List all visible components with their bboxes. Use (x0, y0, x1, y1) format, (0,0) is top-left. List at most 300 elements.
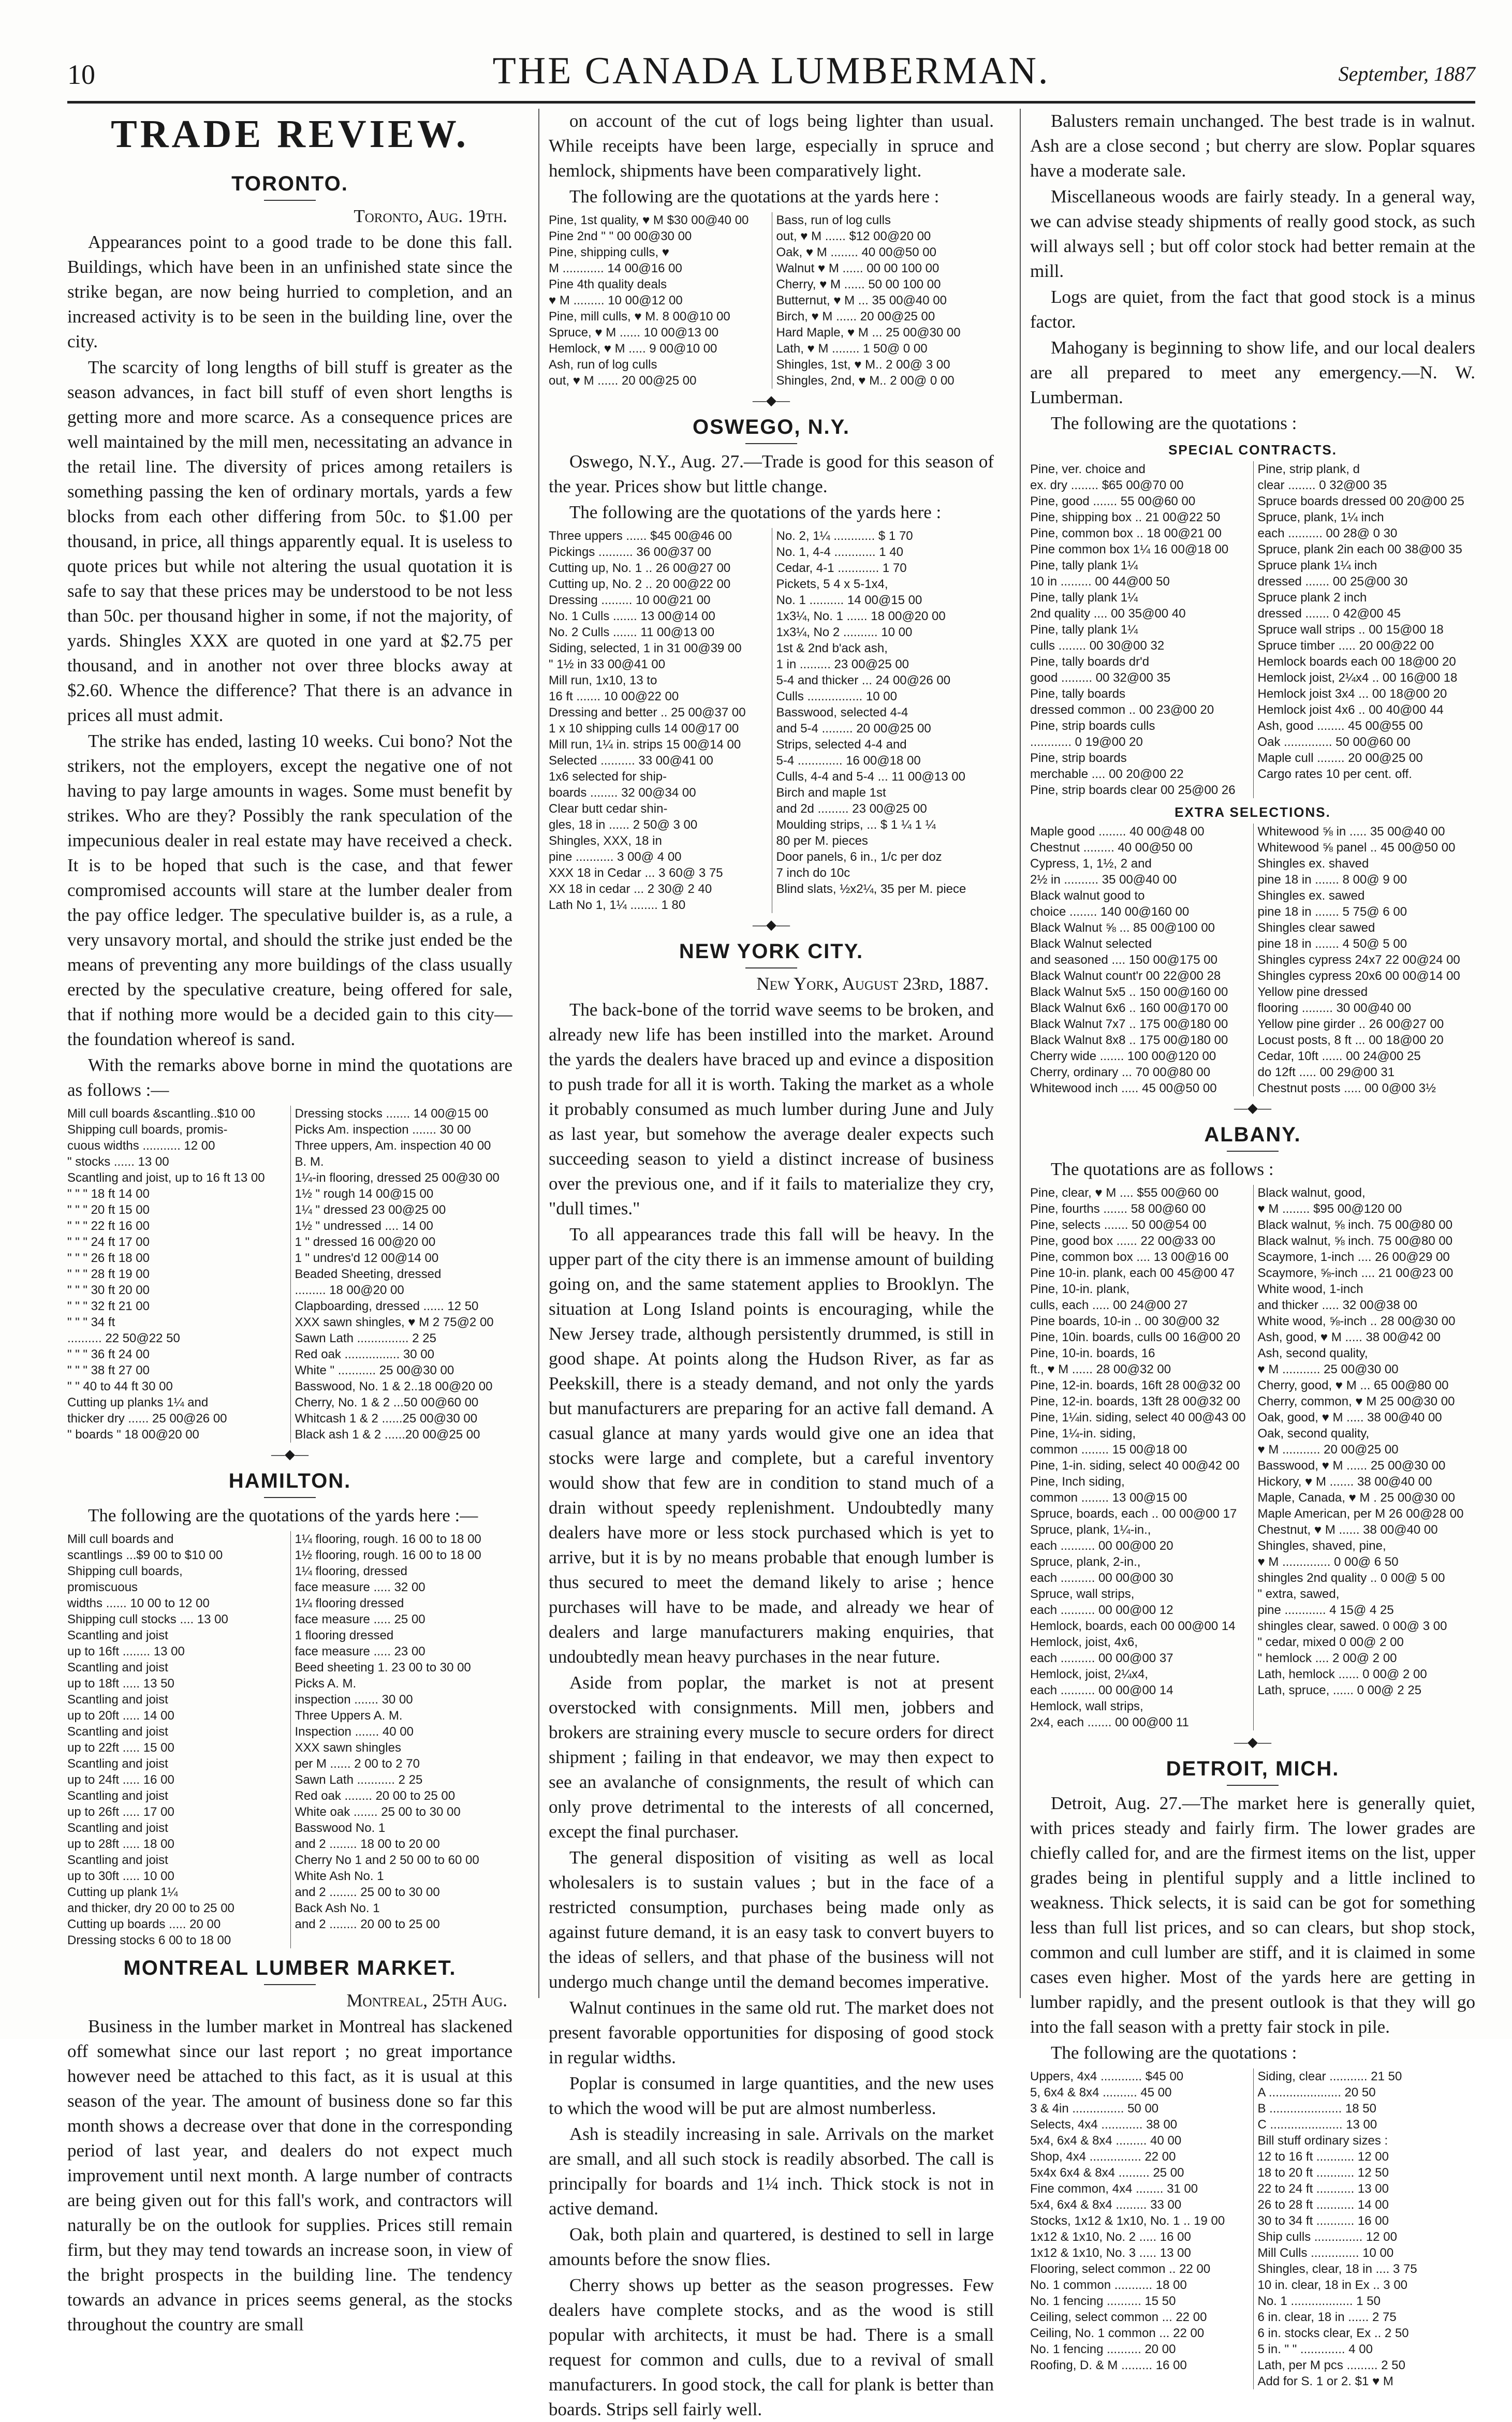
paragraph: Poplar is consumed in large quantities, and the new uses to which the wood will be put are almost numberless. (549, 2073, 994, 2118)
quote-line: Pine, strip boards (1030, 751, 1127, 765)
issue-date: September, 1887 (1338, 62, 1475, 85)
quote-line: " " " 20 ft 15 00 (67, 1203, 150, 1217)
quote-line: White " ........... 25 00@30 00 (295, 1363, 454, 1377)
quote-line: Clear butt cedar shin- (549, 802, 668, 816)
paragraph: Appearances point to a good trade to be done this fall. Buildings, which have been in an unfinished state since the strike began, are now being hurried to completion, and an increased activity is to be seen in the building line, over the city. (67, 232, 512, 351)
column-1 (67, 109, 512, 2335)
quote-line: and 2 ........ 18 00 to 20 00 (295, 1837, 440, 1851)
quote-line: Door panels, 6 in., 1/c per doz (776, 850, 942, 864)
quote-line: No. 2 Culls ....... 11 00@13 00 (549, 625, 715, 639)
divider (745, 967, 797, 968)
quote-line: " 1½ in 33 00@41 00 (549, 657, 666, 671)
quote-line: Spruce, plank, 1¼ inch (1257, 510, 1384, 524)
quote-line: Dressing ......... 10 00@21 00 (549, 593, 711, 607)
quotes-left (549, 212, 767, 389)
quote-line: 5 in. " " ............. 4 00 (1257, 2342, 1373, 2356)
quote-line: Shingles, 1st, ♥ M.. 2 00@ 3 00 (776, 358, 950, 372)
quote-line: Black Walnut count'r 00 22@00 28 (1030, 969, 1221, 983)
quote-line: 5, 6x4 & 8x4 .......... 45 00 (1030, 2086, 1172, 2100)
quote-line: 1x12 & 1x10, No. 3 ..... 13 00 (1030, 2246, 1191, 2260)
quote-line: cuous widths ........... 12 00 (67, 1139, 215, 1153)
quote-line: Black Walnut 7x7 .. 175 00@180 00 (1030, 1017, 1228, 1031)
quote-line: M ............ 14 00@16 00 (549, 261, 682, 275)
quote-line: Shipping cull stocks .... 13 00 (67, 1612, 228, 1626)
quote-line: Spruce plank 2 inch (1257, 591, 1367, 605)
quote-line: No. 1 fencing .......... 20 00 (1030, 2342, 1176, 2356)
quote-line: 1½ " undressed .... 14 00 (295, 1219, 433, 1233)
quote-line: shingles clear, sawed. 0 00@ 3 00 (1257, 1619, 1447, 1633)
quote-line: Siding, clear ........... 21 50 (1257, 2069, 1402, 2083)
quote-line: Maple good ........ 40 00@48 00 (1030, 825, 1205, 839)
quote-line: and 5-4 ......... 20 00@25 00 (776, 722, 931, 736)
quote-line: Spruce, plank 2in each 00 38@00 35 (1257, 542, 1462, 556)
quote-line: 5x4, 6x4 & 8x4 ......... 33 00 (1030, 2198, 1182, 2212)
quote-line: Black walnut, good, (1257, 1186, 1366, 1200)
quote-line: Birch, ♥ M ...... 20 00@25 00 (776, 310, 935, 324)
quote-line: common ........ 13 00@15 00 (1030, 1491, 1187, 1505)
quote-line: Locust posts, 8 ft ... 00 18@00 20 (1257, 1033, 1444, 1047)
paragraph: Mahogany is beginning to show life, and our local dealers are all prepared to meet any emergency.—N. W. Lumberman. (1030, 337, 1475, 407)
quote-line: Scaymore, 1-inch .... 26 00@29 00 (1257, 1250, 1450, 1264)
quote-line: each .......... 00 00@00 20 (1030, 1539, 1173, 1553)
quote-line: 3 & 4in ............... 50 00 (1030, 2102, 1159, 2116)
quote-line: Cutting up planks 1¼ and (67, 1396, 209, 1410)
quote-line: Pickets, 5 4 x 5-1x4, (776, 577, 888, 591)
paragraph: The following are the quotations : (1051, 2043, 1297, 2063)
quotes-left (549, 528, 767, 913)
quote-line: 6 in. clear, 18 in ...... 2 75 (1257, 2310, 1397, 2324)
ornament: —◆— (753, 393, 790, 408)
quote-line: Pine, 12-in. boards, 16ft 28 00@32 00 (1030, 1378, 1240, 1392)
quote-line: good ......... 00 32@00 35 (1030, 671, 1171, 685)
quote-line: and seasoned .... 150 00@175 00 (1030, 953, 1217, 967)
quote-line: Hemlock boards each 00 18@00 20 (1257, 655, 1456, 669)
quote-line: Pickings .......... 36 00@37 00 (549, 545, 711, 559)
quote-line: Hemlock joist, 2¼x4 .. 00 16@00 18 (1257, 671, 1458, 685)
quote-line: Spruce, ♥ M ...... 10 00@13 00 (549, 326, 719, 340)
quote-line: XXX sawn shingles (295, 1741, 401, 1755)
quote-line: Pine, strip boards clear 00 25@00 26 (1030, 783, 1236, 797)
quote-line: Moulding strips, ... $ 1 ¼ 1 ¼ (776, 818, 936, 832)
quote-line: White oak ....... 25 00 to 30 00 (295, 1805, 461, 1819)
quote-line: pine ........... 3 00@ 4 00 (549, 850, 682, 864)
detroit-heading: DETROIT, MICH. (1166, 1757, 1340, 1780)
quote-line: Shop, 4x4 ............... 22 00 (1030, 2150, 1176, 2164)
quote-line: ♥ M ........ $95 00@120 00 (1257, 1202, 1402, 1216)
quote-line: Black walnut good to (1030, 889, 1145, 903)
quote-line: Ash, good ........ 45 00@55 00 (1257, 719, 1423, 733)
quote-line: Ceiling, select common ... 22 00 (1030, 2310, 1207, 2324)
quote-line: " hemlock .... 2 00@ 2 00 (1257, 1651, 1397, 1665)
quote-line: pine 18 in ....... 4 50@ 5 00 (1257, 937, 1407, 951)
quotes-right (772, 212, 994, 389)
quote-line: Scantling and joist, up to 16 ft 13 00 (67, 1171, 265, 1185)
quote-line: up to 18ft ..... 13 50 (67, 1677, 174, 1691)
quote-line: Pine, tally boards (1030, 687, 1126, 701)
quote-line: 1x12 & 1x10, No. 2 ..... 16 00 (1030, 2230, 1191, 2244)
quote-line: Lath, spruce, ...... 0 00@ 2 25 (1257, 1683, 1422, 1697)
albany-intro: The quotations are as follows : (1051, 1159, 1274, 1179)
quote-line: Mill run, 1x10, 13 to (549, 673, 657, 687)
quote-line: up to 16ft ........ 13 00 (67, 1645, 185, 1658)
quote-line: Pine, shipping box .. 21 00@22 50 (1030, 510, 1221, 524)
quote-line: Lath, ♥ M ........ 1 50@ 0 00 (776, 342, 928, 356)
quote-line: inspection ....... 30 00 (295, 1693, 413, 1707)
quote-line: 1½ flooring, rough. 16 00 to 18 00 (295, 1548, 481, 1562)
quote-line: Cedar, 10ft ...... 00 24@00 25 (1257, 1049, 1421, 1063)
quote-line: dressed ....... 00 25@00 30 (1257, 575, 1408, 589)
quote-line: Pine, tally plank 1¼ (1030, 559, 1138, 573)
quote-line: Cherry, common, ♥ M 25 00@30 00 (1257, 1395, 1455, 1408)
quote-line: Three Uppers A. M. (295, 1709, 403, 1723)
paragraph: Oak, both plain and quartered, is destined to sell in large amounts before the snow flies. (549, 2224, 994, 2269)
quote-line: " " 40 to 44 ft 30 00 (67, 1379, 173, 1393)
quote-line: Whitewood ⅝ panel .. 45 00@50 00 (1257, 841, 1456, 855)
paragraph: Logs are quiet, from the fact that good stock is a minus factor. (1030, 287, 1475, 332)
quote-line: Pine, 1¼in. siding, select 40 00@43 00 (1030, 1411, 1246, 1425)
montreal-body (67, 2014, 512, 2337)
ornament: —◆— (1234, 1100, 1271, 1115)
column-3 (1030, 109, 1475, 2388)
quote-line: Ship culls .............. 12 00 (1257, 2230, 1397, 2244)
quote-line: Dressing and better .. 25 00@37 00 (549, 706, 746, 720)
quote-line: Fine common, 4x4 ........ 31 00 (1030, 2182, 1198, 2196)
quote-line: No. 1 common ........... 18 00 (1030, 2278, 1187, 2292)
quote-line: Ash, second quality, (1257, 1346, 1368, 1360)
quote-line: .......... 22 50@22 50 (67, 1331, 180, 1345)
quote-line: Black Walnut 6x6 .. 160 00@170 00 (1030, 1001, 1228, 1015)
quote-line: Black Walnut ⅝ ... 85 00@100 00 (1030, 921, 1215, 935)
quote-line: 1½ " rough 14 00@15 00 (295, 1187, 434, 1201)
quote-line: Pine, shipping culls, ♥ (549, 245, 670, 259)
quote-line: White Ash No. 1 (295, 1869, 384, 1883)
paragraph: Business in the lumber market in Montreal has slackened off somewhat since our last report ; no great importance however need be attached to this fact, as it is usual at this season of the year. The amount of business done so far this month shows a decrease over that done in the corresponding period of last year, and dealers do not expect much improvement until next month. A large number of contracts are being given out for this fall's work, and contractors will naturally be on the outlook for supplies. Prices still remain firm, but they may tend towards an increase soon, in view of the bright prospects in the building line. The tendency towards an advance in prices seems general, as the stocks throughout the country are small (67, 2016, 512, 2335)
paragraph: Detroit, Aug. 27.—The market here is generally quiet, with prices steady and fairly firm. The lower grades are chiefly called for, and are the firmest items on the list, upper grades being in plentiful supply and a little inclined to weakness. Thick selects, it is said can be got for something less than full list prices, and so can clears, but shop stock, common and cull lumber are stiff, and it is claimed in some cases even higher. Most of the yards here are getting in lumber rapidly, and the present outlook is that they will go into the fall season with a pretty fair stock in pile. (1030, 1793, 1475, 2037)
paragraph: The following are the quotations : (1051, 413, 1297, 433)
quote-line: Shingles, XXX, 18 in (549, 834, 662, 848)
quote-line: and 2 ........ 25 00 to 30 00 (295, 1885, 440, 1899)
oswego-body (549, 449, 994, 525)
quote-line: Spruce wall strips .. 00 15@00 18 (1257, 623, 1444, 637)
quote-line: 1 " undres'd 12 00@14 00 (295, 1251, 439, 1265)
quote-line: Uppers, 4x4 ............ $45 00 (1030, 2069, 1184, 2083)
quote-line: face measure ..... 23 00 (295, 1645, 425, 1658)
quote-line: Pine, good box ...... 22 00@33 00 (1030, 1234, 1215, 1248)
hamilton-quotations (67, 1531, 512, 1948)
quote-line: Pine, 1st quality, ♥ M $30 00@40 00 (549, 213, 749, 227)
quote-line: Dressing stocks ....... 14 00@15 00 (295, 1107, 489, 1121)
paragraph: To all appearances trade this fall will be heavy. In the upper part of the city there is an immense amount of building going on, and the same statement applies to Brooklyn. The situation at Long Island points is encouraging, while the New Jersey trade, although persistently drummed, is still in good shape. At points along the Hudson River, as far as Peekskill, there is a steady demand, and not only the yards but manufacturers are preparing for an active fall demand. A casual glance at many yards would give one an idea that stocks were large and complete, but a careful inventory would show that few are in condition to stand much of a drain without speedy replenishment. Undoubtedly many dealers have more or less stock purchased which is yet to arrive, but it is by no means probable that enough lumber is thus secured to meet the demand likely to arise ; hence purchases will have to be made, and already we hear of dealers and large manufacturers making enquiries, that undoubtedly mean heavy purchases in the near future. (549, 1224, 994, 1667)
column-divider (1020, 109, 1021, 1998)
quote-line: Siding, selected, 1 in 31 00@39 00 (549, 641, 742, 655)
quote-line: and thicker ..... 32 00@38 00 (1257, 1298, 1418, 1312)
quote-line: Basswood, No. 1 & 2..18 00@20 00 (295, 1379, 493, 1393)
quote-line: " " " 34 ft (67, 1315, 115, 1329)
quote-line: pine 18 in ....... 5 75@ 6 00 (1257, 905, 1407, 919)
quote-line: No. 1 Culls ....... 13 00@14 00 (549, 609, 715, 623)
quote-line: Oak, good, ♥ M ..... 38 00@40 00 (1257, 1411, 1442, 1425)
oswego-heading: OSWEGO, N.Y. (692, 416, 850, 438)
albany-heading: ALBANY. (1204, 1123, 1301, 1146)
paragraph: The following are the quotations at the yards here : (569, 186, 940, 207)
quote-line: Pine 4th quality deals (549, 277, 667, 291)
divider (264, 1984, 316, 1985)
quote-line: 12 to 16 ft ........... 12 00 (1257, 2150, 1389, 2164)
quote-line: widths ...... 10 00 to 12 00 (67, 1596, 210, 1610)
quote-line: ......... 18 00@20 00 (295, 1283, 404, 1297)
quote-line: 22 to 24 ft ........... 13 00 (1257, 2182, 1389, 2196)
quote-line: culls ........ 00 30@00 32 (1030, 639, 1165, 653)
quote-line: Selects, 4x4 ............ 38 00 (1030, 2118, 1178, 2132)
ornament: —◆— (271, 1447, 309, 1462)
quote-line: each .......... 00 00@00 12 (1030, 1603, 1173, 1617)
quote-line: ♥ M .............. 0 00@ 6 50 (1257, 1555, 1399, 1569)
quote-line: Lath, per M pcs ......... 2 50 (1257, 2358, 1405, 2372)
quote-line: Pine boards, 10-in .. 00 30@00 32 (1030, 1314, 1220, 1328)
quote-line: 2nd quality .... 00 35@00 40 (1030, 607, 1186, 621)
quote-line: Stocks, 1x12 & 1x10, No. 1 .. 19 00 (1030, 2214, 1225, 2228)
quote-line: 1¼ flooring dressed (295, 1596, 404, 1610)
paragraph: Walnut continues in the same old rut. The market does not present favorable opportunities for disposing of good stock in regular widths. (549, 1998, 994, 2067)
quote-line: up to 24ft ..... 16 00 (67, 1773, 174, 1787)
quote-line: Scantling and joist (67, 1757, 168, 1771)
quote-line: Hard Maple, ♥ M ... 25 00@30 00 (776, 326, 961, 340)
paragraph: The scarcity of long lengths of bill stuff is greater as the season advances, in fact bill stuff of even short lengths is getting more and more scarce. As a consequence prices are well maintained by the mill men, necessitating an advance in the retail line. The diversity of prices among retailers is something passing the ken of ordinary mortals, yards a few blocks from each other differing from 50c. to $1.00 per thousand, in price, all things apparently equal. It is useless to quote prices but while not altering the usual quotation it is safe to say that these prices may be understood to be not less than 50c. per thousand higher in some, if not the majority, of yards. Shingles XXX are quoted in one yard at $2.75 per thousand, and in another not over three blocks away at $2.60. Whence the difference? That there is an advance in prices all must admit. (67, 357, 512, 725)
quote-line: Three uppers ...... $45 00@46 00 (549, 529, 732, 543)
quote-line: 2x4, each ....... 00 00@00 11 (1030, 1715, 1189, 1729)
quote-line: Basswood, selected 4-4 (776, 706, 908, 720)
quote-line: and thicker, dry 20 00 to 25 00 (67, 1901, 234, 1915)
extra-selections-quotations (1030, 824, 1475, 1096)
detroit-body (1030, 1791, 1475, 2065)
quote-line: Shingles ex. sawed (1257, 889, 1365, 903)
quote-line: ex. dry ........ $65 00@70 00 (1030, 478, 1184, 492)
quote-line: 1x3¼, No. 1 ...... 18 00@20 00 (776, 609, 946, 623)
quote-line: Yellow pine girder .. 26 00@27 00 (1257, 1017, 1444, 1031)
paragraph: Cherry shows up better as the season progresses. Few dealers have complete stocks, and as the wood is still popular with architects, it must be had. There is a small request for common and culls, due to a revival of small manufacturers. In good stock, the call for plank is better than boards. Strips sell fairly well. (549, 2275, 994, 2419)
quote-line: scantlings ...$9 00 to $10 00 (67, 1548, 223, 1562)
quote-line: 5-4 ............. 16 00@18 00 (776, 754, 921, 768)
quote-line: thicker dry ...... 25 00@26 00 (67, 1412, 227, 1426)
quote-line: Scantling and joist (67, 1628, 168, 1642)
quote-line: No. 2, 1¼ ............ $ 1 70 (776, 529, 913, 543)
quote-line: each .......... 00 00@00 14 (1030, 1683, 1173, 1697)
quote-line: 5x4x 6x4 & 8x4 ......... 25 00 (1030, 2166, 1184, 2180)
quote-line: XXX 18 in Cedar ... 3 60@ 3 75 (549, 866, 723, 880)
quotes-right (1253, 2068, 1476, 2389)
divider (1227, 1785, 1279, 1786)
quote-line: Hemlock joist 3x4 ... 00 18@00 20 (1257, 687, 1447, 701)
quote-line: up to 22ft ..... 15 00 (67, 1741, 174, 1755)
quote-line: 1 flooring dressed (295, 1628, 394, 1642)
special-contracts-quotations (1030, 461, 1475, 798)
quote-line: Whitewood inch ..... 45 00@50 00 (1030, 1081, 1217, 1095)
masthead (67, 49, 1475, 96)
quote-line: " " " 32 ft 21 00 (67, 1299, 150, 1313)
quotes-right (1253, 824, 1476, 1096)
quote-line: Hickory, ♥ M ....... 38 00@40 00 (1257, 1475, 1432, 1489)
quote-line: 1¼ " dressed 23 00@25 00 (295, 1203, 446, 1217)
toronto-quotations (67, 1106, 512, 1443)
quote-line: B ..................... 18 50 (1257, 2102, 1376, 2116)
quote-line: Scantling and joist (67, 1821, 168, 1835)
quote-line: White wood, ⅝-inch .. 28 00@30 00 (1257, 1314, 1456, 1328)
quote-line: Mill cull boards and (67, 1532, 174, 1546)
quote-line: 1¼ flooring, rough. 16 00 to 18 00 (295, 1532, 481, 1546)
paragraph: Aside from poplar, the market is not at present overstocked with consignments. Mill men, jobbers and brokers are straining every muscle to secure orders for direct shipment ; failing in that endeavor, we may then expect to see an avalanche of consignments, the result of which can only prove detrimental to the interests of all concerned, except the final purchaser. (549, 1672, 994, 1842)
toronto-heading: TORONTO. (231, 172, 348, 195)
quote-line: each .......... 00 28@ 0 30 (1257, 526, 1398, 540)
quote-line: Pine 10-in. plank, each 00 45@00 47 (1030, 1266, 1235, 1280)
quote-line: C ..................... 13 00 (1257, 2118, 1377, 2132)
quote-line: Black Walnut selected (1030, 937, 1152, 951)
ornament: —◆— (753, 917, 790, 932)
quote-line: " " " 26 ft 18 00 (67, 1251, 150, 1265)
albany-quotations (1030, 1185, 1475, 1730)
quote-line: Scantling and joist (67, 1661, 168, 1675)
quote-line: Pine, 1¼-in. siding, (1030, 1427, 1136, 1441)
quote-line: " " " 30 ft 20 00 (67, 1283, 150, 1297)
quote-line: Three uppers, Am. inspection 40 00 (295, 1139, 491, 1153)
special-contracts-heading: SPECIAL CONTRACTS. (1168, 442, 1337, 458)
quote-line: 1x3¼, No 2 .......... 10 00 (776, 625, 913, 639)
quote-line: Cherry, ordinary ... 70 00@80 00 (1030, 1065, 1211, 1079)
section-banner: TRADE REVIEW. (111, 112, 469, 156)
ornament: —◆— (1234, 1735, 1271, 1750)
quote-line: Shingles, 2nd, ♥ M.. 2 00@ 0 00 (776, 374, 955, 388)
quote-line: Scantling and joist (67, 1789, 168, 1803)
quote-line: Yellow pine dressed (1257, 985, 1368, 999)
quote-line: Ash, good, ♥ M ..... 38 00@42 00 (1257, 1330, 1441, 1344)
quote-line: Black walnut, ⅝ inch. 75 00@80 00 (1257, 1234, 1453, 1248)
quote-line: A ..................... 20 50 (1257, 2086, 1376, 2100)
montreal-quotations (549, 212, 994, 389)
quote-line: Pine, 10-in. boards, 16 (1030, 1346, 1155, 1360)
quote-line: ............ 0 19@00 20 (1030, 735, 1143, 749)
quote-line: out, ♥ M ...... $12 00@20 00 (776, 229, 931, 243)
quote-line: " stocks ...... 13 00 (67, 1155, 169, 1169)
quote-line: Mill run, 1¼ in. strips 15 00@14 00 (549, 738, 741, 752)
masthead-rule (67, 101, 1475, 104)
quote-line: " cedar, mixed 0 00@ 2 00 (1257, 1635, 1404, 1649)
quote-line: No. 1 fencing .......... 15 50 (1030, 2294, 1176, 2308)
quote-line: " " " 22 ft 16 00 (67, 1219, 150, 1233)
quote-line: Back Ash No. 1 (295, 1901, 380, 1915)
quote-line: Oak, ♥ M ........ 40 00@50 00 (776, 245, 936, 259)
quote-line: Cutting up plank 1¼ (67, 1885, 178, 1899)
quote-line: Black ash 1 & 2 ......20 00@25 00 (295, 1428, 480, 1442)
quote-line: " " " 28 ft 19 00 (67, 1267, 150, 1281)
quote-line: Oak .............. 50 00@60 00 (1257, 735, 1411, 749)
quote-line: per M ...... 2 00 to 2 70 (295, 1757, 420, 1771)
quote-line: up to 28ft ..... 18 00 (67, 1837, 174, 1851)
hamilton-heading: HAMILTON. (228, 1470, 351, 1492)
quote-line: No. 1 .......... 14 00@15 00 (776, 593, 922, 607)
quote-line: 10 in ......... 00 44@00 50 (1030, 575, 1170, 589)
quote-line: Sawn Lath ........... 2 25 (295, 1773, 423, 1787)
quote-line: Chestnut, ♥ M ...... 38 00@40 00 (1257, 1523, 1438, 1537)
quote-line: Shingles, shaved, pine, (1257, 1539, 1386, 1553)
quote-line: 10 in. clear, 18 in Ex .. 3 00 (1257, 2278, 1408, 2292)
quote-line: Shipping cull boards, promis- (67, 1123, 228, 1137)
quote-line: Beaded Sheeting, dressed (295, 1267, 442, 1281)
quote-line: Whitewood ⅝ in ..... 35 00@40 00 (1257, 825, 1445, 839)
quote-line: Sawn Lath ............... 2 25 (295, 1331, 436, 1345)
divider (264, 1497, 316, 1498)
quote-line: " " " 18 ft 14 00 (67, 1187, 150, 1201)
quote-line: Red oak ................ 30 00 (295, 1347, 434, 1361)
quotes-left (1030, 461, 1248, 798)
column-2 (549, 109, 994, 2419)
quote-line: White wood, 1-inch (1257, 1282, 1363, 1296)
quote-line: out, ♥ M ...... 20 00@25 00 (549, 374, 697, 388)
quote-line: Blind slats, ½x2¼, 35 per M. piece (776, 882, 966, 896)
quote-line: flooring ......... 30 00@40 00 (1257, 1001, 1412, 1015)
quote-line: Shingles cypress 24x7 22 00@24 00 (1257, 953, 1460, 967)
quote-line: 1¼ flooring, dressed (295, 1564, 407, 1578)
quote-line: 16 ft ....... 10 00@22 00 (549, 689, 679, 703)
quote-line: Pine, clear, ♥ M .... $55 00@60 00 (1030, 1186, 1219, 1200)
quote-line: Culls, 4-4 and 5-4 ... 11 00@13 00 (776, 770, 965, 784)
quote-line: 1st & 2nd b'ack ash, (776, 641, 888, 655)
quote-line: Add for S. 1 or 2. $1 ♥ M (1257, 2374, 1393, 2388)
quote-line: Shipping cull boards, (67, 1564, 183, 1578)
quote-line: Maple, Canada, ♥ M . 25 00@30 00 (1257, 1491, 1456, 1505)
quote-line: Shingles ex. shaved (1257, 857, 1369, 871)
quote-line: Spruce boards dressed 00 20@00 25 (1257, 494, 1464, 508)
quote-line: Bill stuff ordinary sizes : (1257, 2134, 1388, 2148)
quote-line: Hemlock joist 4x6 .. 00 40@00 44 (1257, 703, 1444, 717)
quote-line: Cherry wide ....... 100 00@120 00 (1030, 1049, 1216, 1063)
extra-selections-heading: EXTRA SELECTIONS. (1175, 804, 1331, 820)
quotes-right (290, 1531, 513, 1948)
quote-line: and 2 ........ 20 00 to 25 00 (295, 1917, 440, 1931)
quote-line: " " " 36 ft 24 00 (67, 1347, 150, 1361)
quote-line: No. 1 .................. 1 50 (1257, 2294, 1381, 2308)
paragraph: on account of the cut of logs being lighter than usual. While receipts have been large, especially in spruce and hemlock, shipments have been comparatively light. (549, 111, 994, 181)
quote-line: each .......... 00 00@00 37 (1030, 1651, 1173, 1665)
quote-line: Scantling and joist (67, 1693, 168, 1707)
montreal-heading: MONTREAL LUMBER MARKET. (123, 1957, 457, 1979)
quote-line: do 12ft ..... 00 29@00 31 (1257, 1065, 1395, 1079)
paragraph: The back-bone of the torrid wave seems to be broken, and already new life has been instilled into the market. Around the yards the dealers have braced up and evince a disposition to push trade for all it is worth. Taking the market as a whole it probably consumed as much lumber during June and July as last year, but somehow the average dealer expects such succeeding season to yield a distinct increase of business over the previous one, and if it fails to materialize they cry, "dull times." (549, 1000, 994, 1219)
quote-line: Shingles, clear, 18 in .... 3 75 (1257, 2262, 1417, 2276)
quote-line: Pine, strip boards culls (1030, 719, 1155, 733)
quote-line: Pine, common box .... 13 00@16 00 (1030, 1250, 1229, 1264)
newspaper-title: THE CANADA LUMBERMAN. (492, 50, 1050, 92)
quote-line: clear ........ 0 32@00 35 (1257, 478, 1387, 492)
paragraph: Ash is steadily increasing in sale. Arrivals on the market are small, and all such stock is readily absorbed. The call is principally for boards and 1¼ inch. Thick stock is not in active demand. (549, 2124, 994, 2219)
quote-line: 30 to 34 ft ........... 16 00 (1257, 2214, 1389, 2228)
quote-line: face measure ..... 25 00 (295, 1612, 425, 1626)
quote-line: Oak, second quality, (1257, 1427, 1370, 1441)
quote-line: 18 to 20 ft ........... 12 50 (1257, 2166, 1389, 2180)
quote-line: Cedar, 4-1 ............ 1 70 (776, 561, 907, 575)
quote-line: Mill cull boards &scantling..$10 00 (67, 1107, 255, 1121)
quote-line: Pine, mill culls, ♥ M. 8 00@10 00 (549, 310, 730, 324)
quote-line: dressed common .. 00 23@00 20 (1030, 703, 1214, 717)
toronto-dateline: Toronto, Aug. 19th. (354, 206, 507, 226)
quote-line: Pine, 10in. boards, culls 00 16@00 20 (1030, 1330, 1240, 1344)
quote-line: Pine, strip plank, d (1257, 462, 1360, 476)
quote-line: each .......... 00 00@00 30 (1030, 1571, 1173, 1585)
quote-line: Pine, 1-in. siding, select 40 00@42 00 (1030, 1459, 1240, 1473)
quote-line: pine ............ 4 15@ 4 25 (1257, 1603, 1394, 1617)
paragraph: The following are the quotations of the yards here : (569, 502, 942, 522)
quote-line: choice ........ 140 00@160 00 (1030, 905, 1190, 919)
quote-line: Cutting up, No. 2 .. 20 00@22 00 (549, 577, 731, 591)
quote-line: Clapboarding, dressed ...... 12 50 (295, 1299, 479, 1313)
